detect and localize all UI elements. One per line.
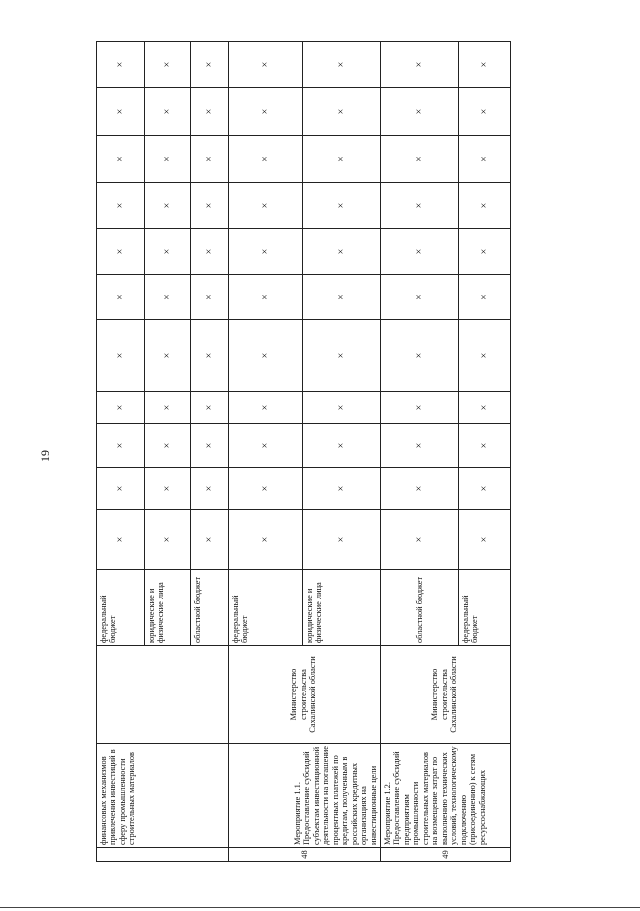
program-table [96, 41, 511, 862]
x-mark: × [303, 183, 381, 229]
x-mark: × [459, 392, 511, 424]
x-mark: × [303, 320, 381, 392]
x-mark: × [229, 136, 303, 183]
x-mark: × [145, 42, 191, 88]
x-mark: × [229, 510, 303, 570]
x-mark: × [229, 88, 303, 136]
x-mark: × [459, 275, 511, 320]
x-mark: × [97, 136, 145, 183]
x-mark: × [145, 392, 191, 424]
x-mark: × [97, 424, 145, 468]
x-mark: × [145, 88, 191, 136]
x-mark: × [191, 183, 229, 229]
x-mark: × [191, 229, 229, 275]
table-row [381, 42, 459, 862]
x-mark: × [145, 320, 191, 392]
x-mark: × [145, 275, 191, 320]
x-mark: × [381, 229, 459, 275]
x-mark: × [145, 468, 191, 510]
x-mark: × [381, 468, 459, 510]
x-mark: × [191, 424, 229, 468]
x-mark: × [191, 42, 229, 88]
event-cell: финансовых механизмов привлечения инвестиций в сферу промышленности строительных материалов [97, 744, 229, 848]
x-mark: × [97, 275, 145, 320]
x-mark: × [303, 88, 381, 136]
row-number-cell [97, 848, 229, 862]
x-mark: × [229, 42, 303, 88]
x-mark: × [229, 320, 303, 392]
funding-source-cell: федеральный бюджет [229, 570, 303, 646]
funding-source-cell: областной бюджет [191, 570, 229, 646]
table-row [97, 42, 145, 862]
x-mark: × [459, 88, 511, 136]
x-mark: × [459, 320, 511, 392]
x-mark: × [381, 510, 459, 570]
x-mark: × [303, 136, 381, 183]
x-mark: × [145, 183, 191, 229]
x-mark: × [459, 510, 511, 570]
x-mark: × [191, 510, 229, 570]
x-mark: × [191, 320, 229, 392]
x-mark: × [381, 42, 459, 88]
x-mark: × [459, 229, 511, 275]
x-mark: × [459, 468, 511, 510]
x-mark: × [97, 392, 145, 424]
x-mark: × [303, 275, 381, 320]
row-number-cell: 49 [381, 848, 511, 862]
event-cell: Мероприятие 1.2. Предоставление субсидий предприятиям промышленности строительных материалов на возмещение затрат по выполнению технических условий, технологическому подключению (присоединению) к сетям ресурсоснабжающих [381, 744, 511, 848]
x-mark: × [229, 183, 303, 229]
x-mark: × [97, 42, 145, 88]
x-mark: × [191, 136, 229, 183]
x-mark: × [459, 42, 511, 88]
x-mark: × [381, 424, 459, 468]
page-number: 19 [38, 450, 52, 462]
x-mark: × [303, 510, 381, 570]
x-mark: × [97, 88, 145, 136]
executor-cell: Министерство строительства Сахалинской области [381, 646, 511, 744]
executor-cell: Министерство строительства Сахалинской области [229, 646, 381, 744]
x-mark: × [191, 88, 229, 136]
x-mark: × [229, 392, 303, 424]
scan-bottom-edge [0, 907, 640, 908]
funding-source-cell: областной бюджет [381, 570, 459, 646]
table-row [229, 42, 303, 862]
x-mark: × [459, 136, 511, 183]
x-mark: × [97, 510, 145, 570]
x-mark: × [381, 88, 459, 136]
x-mark: × [381, 392, 459, 424]
executor-cell [97, 646, 229, 744]
x-mark: × [303, 392, 381, 424]
x-mark: × [191, 392, 229, 424]
x-mark: × [97, 183, 145, 229]
x-mark: × [381, 183, 459, 229]
event-cell: Мероприятие 1.1. Предоставление субсидий субъектам инвестиционной деятельности на погашение процентных платежей по кредитам, полученным в российских кредитных организациях на инвестиционные цели [229, 744, 381, 848]
funding-source-cell: юридические и физические лица [145, 570, 191, 646]
x-mark: × [145, 510, 191, 570]
x-mark: × [145, 229, 191, 275]
x-mark: × [145, 136, 191, 183]
x-mark: × [229, 229, 303, 275]
funding-source-cell: юридические и физические лица [303, 570, 381, 646]
x-mark: × [381, 275, 459, 320]
x-mark: × [229, 468, 303, 510]
x-mark: × [303, 42, 381, 88]
x-mark: × [303, 468, 381, 510]
x-mark: × [97, 320, 145, 392]
x-mark: × [229, 424, 303, 468]
x-mark: × [459, 183, 511, 229]
x-mark: × [459, 424, 511, 468]
row-number-cell: 48 [229, 848, 381, 862]
x-mark: × [381, 320, 459, 392]
x-mark: × [381, 136, 459, 183]
x-mark: × [97, 468, 145, 510]
x-mark: × [229, 275, 303, 320]
x-mark: × [303, 424, 381, 468]
rotated-table-container [96, 42, 510, 862]
funding-source-cell: федеральный бюджет [97, 570, 145, 646]
x-mark: × [191, 275, 229, 320]
x-mark: × [145, 424, 191, 468]
x-mark: × [303, 229, 381, 275]
funding-source-cell: федеральный бюджет [459, 570, 511, 646]
x-mark: × [191, 468, 229, 510]
x-mark: × [97, 229, 145, 275]
